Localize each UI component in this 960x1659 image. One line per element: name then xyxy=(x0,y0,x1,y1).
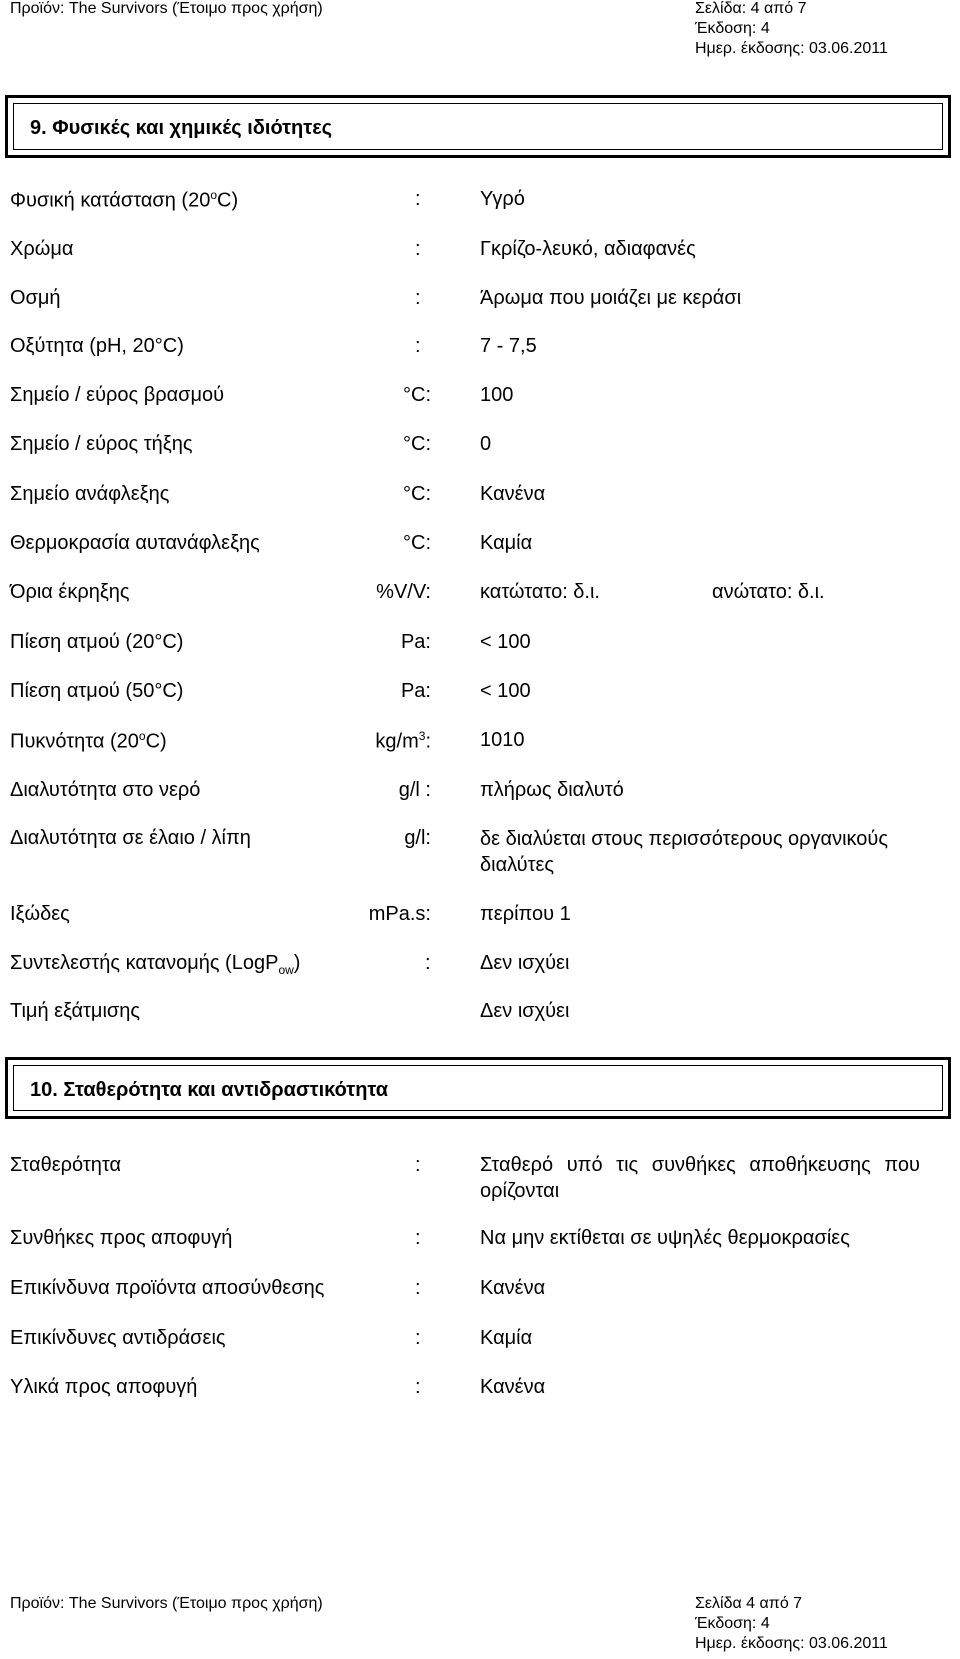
footer-date: Ημερ. έκδοσης: 03.06.2011 xyxy=(695,1635,888,1652)
property-value: 100 xyxy=(480,384,514,406)
property-value: Να μην εκτίθεται σε υψηλές θερμοκρασίες xyxy=(480,1227,850,1249)
property-value: Δεν ισχύει xyxy=(480,952,570,974)
property-unit: Pa: xyxy=(400,680,431,702)
property-unit: Pa: xyxy=(400,631,431,653)
property-unit: °C: xyxy=(403,532,431,554)
property-label: Πίεση ατμού (50°C) xyxy=(10,680,184,702)
footer-page-number: Σελίδα 4 από 7 xyxy=(695,1595,803,1612)
property-value: Υγρό xyxy=(480,188,525,210)
footer-edition: Έκδοση: 4 xyxy=(695,1615,770,1632)
property-value: < 100 xyxy=(480,631,531,653)
property-unit: g/l : xyxy=(398,779,431,801)
property-label: Οξύτητα (pH, 20°C) xyxy=(10,335,184,357)
property-label: Χρώμα xyxy=(10,238,74,260)
header-date: Ημερ. έκδοσης: 03.06.2011 xyxy=(695,40,888,57)
property-label: Σημείο / εύρος βρασμού xyxy=(10,384,225,406)
property-label: Ιξώδες xyxy=(10,903,70,925)
property-value: Γκρίζο-λευκό, αδιαφανές xyxy=(480,238,696,260)
property-value: 0 xyxy=(480,433,492,455)
header-product: Προϊόν: The Survivors (Έτοιμο προς χρήση) xyxy=(10,0,323,17)
property-label: Διαλυτότητα στο νερό xyxy=(10,779,201,801)
property-value-upper: ανώτατο: δ.ι. xyxy=(712,581,825,603)
property-label: Σημείο / εύρος τήξης xyxy=(10,433,193,455)
property-unit: : xyxy=(415,1154,421,1176)
property-label: Οσμή xyxy=(10,287,61,309)
property-unit: : xyxy=(415,188,421,210)
property-value: 1010 xyxy=(480,729,525,751)
property-unit: °C: xyxy=(403,384,431,406)
property-unit: mPa.s: xyxy=(368,903,431,925)
section-9-header-box xyxy=(5,95,951,158)
footer-product: Προϊόν: The Survivors (Έτοιμο προς χρήση) xyxy=(10,1595,323,1612)
property-unit: g/l: xyxy=(404,827,431,849)
property-value: πλήρως διαλυτό xyxy=(480,779,624,801)
section-9-title: 9. Φυσικές και χημικές ιδιότητες xyxy=(30,117,333,139)
header-edition: Έκδοση: 4 xyxy=(695,20,770,37)
section-10-title: 10. Σταθερότητα και αντιδραστικότητα xyxy=(30,1079,389,1101)
header-page-number: Σελίδα: 4 από 7 xyxy=(695,0,807,17)
property-label: Τιμή εξάτμισης xyxy=(10,1000,140,1022)
property-value: Άρωμα που μοιάζει με κεράσι xyxy=(480,287,742,309)
property-unit: : xyxy=(415,335,421,357)
property-value: Κανένα xyxy=(480,1376,546,1398)
property-value: Δεν ισχύει xyxy=(480,1000,570,1022)
property-unit: $kg/m^3$: xyxy=(375,729,431,753)
property-value: 7 - 7,5 xyxy=(480,335,537,357)
property-label: Σημείο ανάφλεξης xyxy=(10,483,170,505)
property-value: Καμία xyxy=(480,532,533,554)
property-unit: : xyxy=(415,1277,421,1299)
property-label: Φυσική κατάσταση (20$^o$C) xyxy=(10,188,239,212)
property-value: Κανένα xyxy=(480,1277,546,1299)
property-label: Υλικά προς αποφυγή xyxy=(10,1376,198,1398)
property-unit: : xyxy=(425,952,431,974)
property-value: περίπου 1 xyxy=(480,903,571,925)
section-10-header-box xyxy=(5,1057,951,1119)
property-unit: %V/V: xyxy=(376,581,431,603)
property-value: Σταθερό υπό τις συνθήκες αποθήκευσης που ορίζονται xyxy=(480,1154,920,1202)
property-unit: : xyxy=(415,1327,421,1349)
property-label: Συνθήκες προς αποφυγή xyxy=(10,1227,233,1249)
property-label: Όρια έκρηξης xyxy=(10,581,130,603)
property-value: Καμία xyxy=(480,1327,533,1349)
property-unit: : xyxy=(415,287,421,309)
property-label: Πυκνότητα (20$^o$C) xyxy=(10,729,167,753)
property-unit: : xyxy=(415,1376,421,1398)
property-label: Θερμοκρασία αυτανάφλεξης xyxy=(10,532,260,554)
property-unit: °C: xyxy=(403,483,431,505)
property-label: Συντελεστής κατανομής (LogP$_{ow}$) xyxy=(10,952,301,977)
property-label: Επικίνδυνα προϊόντα αποσύνθεσης xyxy=(10,1277,325,1299)
property-value: < 100 xyxy=(480,680,531,702)
property-unit: : xyxy=(415,1227,421,1249)
property-value: Κανένα xyxy=(480,483,546,505)
property-value: δε διαλύεται στους περισσότερους οργανικούς διαλύτες xyxy=(480,828,888,876)
property-label: Πίεση ατμού (20°C) xyxy=(10,631,184,653)
property-label: Διαλυτότητα σε έλαιο / λίπη xyxy=(10,827,251,849)
property-unit: °C: xyxy=(403,433,431,455)
property-unit: : xyxy=(415,238,421,260)
property-value: κατώτατο: δ.ι. xyxy=(480,581,600,603)
property-label: Σταθερότητα xyxy=(10,1154,122,1176)
property-label: Επικίνδυνες αντιδράσεις xyxy=(10,1327,226,1349)
